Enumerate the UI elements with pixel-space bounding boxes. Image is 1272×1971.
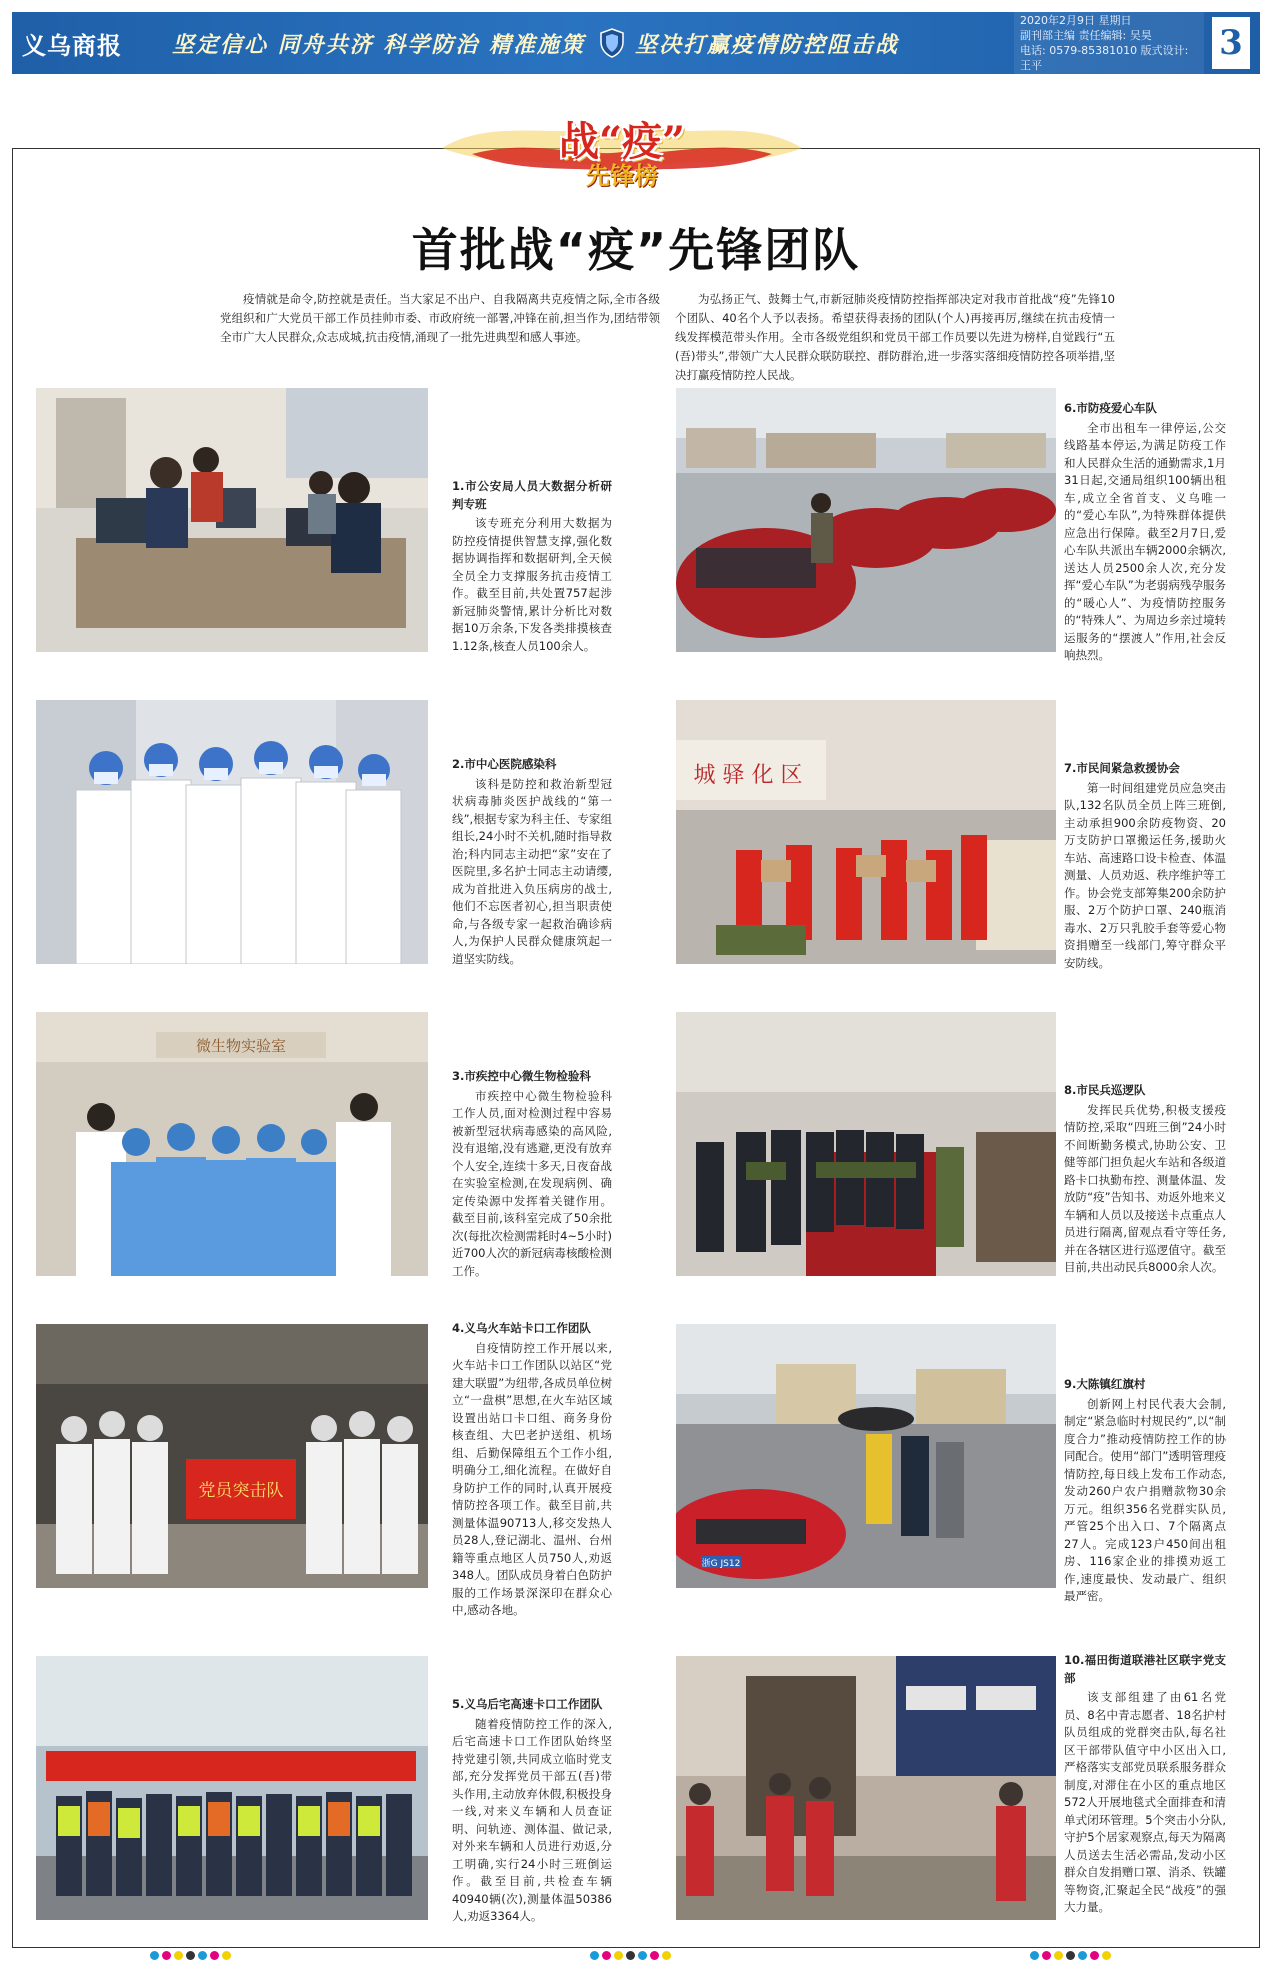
intro-column-right <box>675 290 1115 385</box>
medical-staff-image <box>36 700 428 964</box>
team-7-title: 7.市民间紧急救援协会 <box>1064 761 1180 775</box>
shield-icon <box>599 28 625 58</box>
team-7-body: 第一时间组建党员应急突击队,132名队员全员上阵三班倒,主动承担900余防疫物资、20万支防护口罩搬运任务,援助火车站、高速路口设卡检查、体温测量、人员劝返、秩序维护等工作。协会党支部筹集200余防护服、2万个防护口罩、240瓶消毒水、2万只乳胶手套等爱心物资捐赠至一线部门,筹守群众平安防线。 <box>1064 780 1226 970</box>
banner-title: 战“疫” <box>558 118 685 165</box>
village-checkpoint-image <box>676 1324 1056 1588</box>
community-volunteers-image <box>676 1656 1056 1920</box>
lab-sign-text: 微生物实验室 <box>195 1037 287 1055</box>
masthead-slogan-2: 坚决打赢疫情防控阻击战 <box>634 31 899 58</box>
photo-hongqi-village <box>676 1324 1056 1588</box>
page-headline: 首批战“疫”先锋团队 <box>411 223 861 277</box>
station-staff-image <box>36 1324 428 1588</box>
lab-staff-image <box>36 1012 428 1276</box>
photo-highway-checkpoint-team <box>36 1656 428 1920</box>
team-5-caption <box>452 1696 612 1926</box>
team-10-title: 10.福田街道联港社区联宇党支部 <box>1064 1653 1226 1685</box>
team-3-title: 3.市疾控中心微生物检验科 <box>452 1069 591 1083</box>
issue-date: 2020年2月9日 星期日 <box>1020 14 1132 27</box>
intro-column-left <box>220 290 660 347</box>
car-plate-text: 浙G JS12 <box>701 1559 741 1569</box>
taxi-fleet-image <box>676 388 1056 652</box>
team-2-title: 2.市中心医院感染科 <box>452 757 557 771</box>
banner-subtitle: 先锋榜 <box>586 161 658 190</box>
team-1-caption <box>452 478 612 655</box>
photo-rescue-association <box>676 700 1056 964</box>
team-6-caption <box>1064 400 1226 665</box>
team-4-body: 自疫情防控工作开展以来,火车站卡口工作团队以站区“党建大联盟”为纽带,各成员单位树立“一盘棋”思想,在火车站区域设置出站口卡口组、商务身份核查组、大巴老护送组、机场组、后勤保障组五个工作小组,明确分工,细化流程。在做好自身防护工作的同时,认真开展疫情防控各项工作。截至目前,共测量体温90713人,移交发热人员28人,登记湖北、温州、台州籍等重点地区人员750人,劝返348人。团队成员身着白色防护服的工作场景深深印在群众心中,感动各地。 <box>452 1340 612 1617</box>
station-sign-text: 城 驿 化 区 <box>693 763 803 788</box>
photo-railway-station-team <box>36 1324 428 1588</box>
photo-militia-patrol <box>676 1012 1056 1276</box>
photo-hospital-team <box>36 700 428 964</box>
team-9-title: 9.大陈镇红旗村 <box>1064 1377 1146 1391</box>
team-10-body: 该支部组建了由61名党员、8名中青志愿者、18名护村队员组成的党群突击队,每名社区干部带队值守中小区出入口,严格落实支部党员联系服务群众制度,对滞住在小区的重点地区572人开展地毯式全面排查和清单式闭环管理。5个突击小分队,守护5个居家观察点,每天为隔离人员送去生活必需品,发动小区群众自发捐赠口罩、消杀、铁罐等物资,汇聚起全民“战疫”的强大力量。 <box>1064 1690 1226 1914</box>
team-8-title: 8.市民兵巡逻队 <box>1064 1083 1146 1097</box>
team-3-body: 市疾控中心微生物检验科工作人员,面对检测过程中容易被新型冠状病毒感染的高风险,没有退缩,没有逃避,更没有放弃个人安全,连续十多天,日夜奋战在实验室检测,在发现病例、确定传染源中发挥着关键作用。截至目前,该科室完成了50余批次(每批次检测需耗时4~5小时)近700人次的新冠病毒核酸检测工作。 <box>452 1088 612 1278</box>
section-banner <box>432 108 812 188</box>
team-9-caption <box>1064 1376 1226 1606</box>
team-3-caption <box>452 1068 612 1280</box>
registration-marks-right <box>1030 1948 1120 1962</box>
team-1-title: 1.市公安局人员大数据分析研判专班 <box>452 479 612 511</box>
team-10-caption <box>1064 1652 1226 1917</box>
photo-data-analysis-team <box>36 388 428 652</box>
party-flag-text: 党员突击队 <box>198 1481 284 1501</box>
office-scene-image <box>36 388 428 652</box>
photo-lianyu-party-branch <box>676 1656 1056 1920</box>
checkpoint-staff-image <box>36 1656 428 1920</box>
masthead <box>12 12 1260 74</box>
team-9-body: 创新网上村民代表大会制,制定“紧急临时村规民约”,以“制度合力”推动疫情防控工作的协同配合。使用“部门”透明管理疫情防控,每日线上发布工作动态,发动260户农户捐赠款物30余万元。组织356名党群实队员,严管25个出入口、7个隔离点27人。完成123户450间出租房、116家企业的排摸劝返工作,速度最快、发动最广、组织最严密。 <box>1064 1396 1226 1603</box>
intro-paragraph-2: 为弘扬正气、鼓舞士气,市新冠肺炎疫情防控指挥部决定对我市首批战“疫”先锋10个团队、40名个人予以表扬。希望获得表扬的团队(个人)再接再厉,继续在抗击疫情一线发挥模范带头作用。全市各级党组织和党员干部工作员要以先进为榜样,自觉践行“五(吾)带头”,带领广大人民群众联防联控、群防群治,进一步落实落细疫情防控各项举措,坚决打赢疫情防控人民战。 <box>675 292 1115 382</box>
team-6-body: 全市出租车一律停运,公交线路基本停运,为满足防疫工作和人民群众生活的通勤需求,1月31日起,交通局组织100辆出租车,成立全省首支、义乌唯一的“爱心车队”,为特殊群体提供应急出行保障。截至2月7日,爱心车队共派出车辆2000余辆次,送达人员2500余人次,充分发挥“爱心车队”为老弱病残孕服务的“暖心人”、为疫情防控服务的“特殊人”、为周边乡亲过境转运服务的“摆渡人”作用,社会反响热烈。 <box>1064 420 1226 662</box>
photo-lab-team <box>36 1012 428 1276</box>
newspaper-logo: 义乌商报 <box>22 30 122 60</box>
team-2-body: 该科是防控和救治新型冠状病毒肺炎医护战线的“第一线”,根据专家为科主任、专家组组长,24小时不关机,随时指导救治;科内同志主动把“家”安在了医院里,多名护士同志主动请缨,成为首批进入负压病房的战士,他们不忘医者初心,担当职责使命,与各级专家一起救治确诊病人,为保护人民群众健康筑起一道坚实防线。 <box>452 776 612 966</box>
issue-phone: 电话: 0579-85381010 版式设计: 王平 <box>1020 44 1189 72</box>
team-5-body: 随着疫情防控工作的深入,后宅高速卡口工作团队始终坚持党建引领,共同成立临时党支部,充分发挥党员干部五(吾)带头作用,主动放弃休假,积极投身一线,对来义车辆和人员查证明、问轨迹、测体温、做记录,对外来车辆和人员进行劝返,分工明确,实行24小时三班倒运作。截至目前,共检查车辆40940辆(次),测量体温50386人,劝返3364人。 <box>452 1716 612 1923</box>
masthead-info <box>1014 10 1204 76</box>
page-number: 3 <box>1212 17 1250 69</box>
team-4-title: 4.义乌火车站卡口工作团队 <box>452 1321 591 1335</box>
rescue-team-image <box>676 700 1056 964</box>
militia-patrol-image <box>676 1012 1056 1276</box>
registration-marks-left <box>150 1948 240 1962</box>
photo-taxi-fleet <box>676 388 1056 652</box>
registration-marks-center <box>590 1948 680 1962</box>
team-4-caption <box>452 1320 612 1620</box>
team-2-caption <box>452 756 612 968</box>
team-5-title: 5.义乌后宅高速卡口工作团队 <box>452 1697 603 1711</box>
intro-paragraph-1: 疫情就是命令,防控就是责任。当大家足不出户、自我隔离共克疫情之际,全市各级党组织和广大党员干部工作员挂帅市委、市政府统一部署,冲锋在前,担当作为,团结带领全市广大人民群众,众志成城,抗击疫情,涌现了一批先进典型和感人事迹。 <box>220 292 660 344</box>
issue-editors: 副刊部主编 责任编辑: 吴昊 <box>1020 29 1152 42</box>
team-1-body: 该专班充分利用大数据为防控疫情提供智慧支撑,强化数据协调指挥和数据研判,全天候全员全力支撑服务抗击疫情工作。截至目前,共处置757起涉新冠肺炎警情,累计分析比对数据10万余条,下发各类排摸核查1.12条,核查人员100余人。 <box>452 516 612 653</box>
team-8-body: 发挥民兵优势,积极支援疫情防控,采取“四班三倒”24小时不间断勤务模式,协助公安、卫健等部门担负起火车站和各级道路卡口执勤布控、测量体温、发放防“疫”告知书、劝返外地来义车辆和人员以及接送卡点重点人员进行隔离,留观点看守等任务,并在各辖区进行巡逻值守。截至目前,共出动民兵8000余人次。 <box>1064 1102 1226 1274</box>
masthead-slogan-1: 坚定信心 同舟共济 科学防治 精准施策 <box>172 31 585 58</box>
team-7-caption <box>1064 760 1226 972</box>
team-6-title: 6.市防疫爱心车队 <box>1064 401 1157 415</box>
team-8-caption <box>1064 1082 1226 1277</box>
